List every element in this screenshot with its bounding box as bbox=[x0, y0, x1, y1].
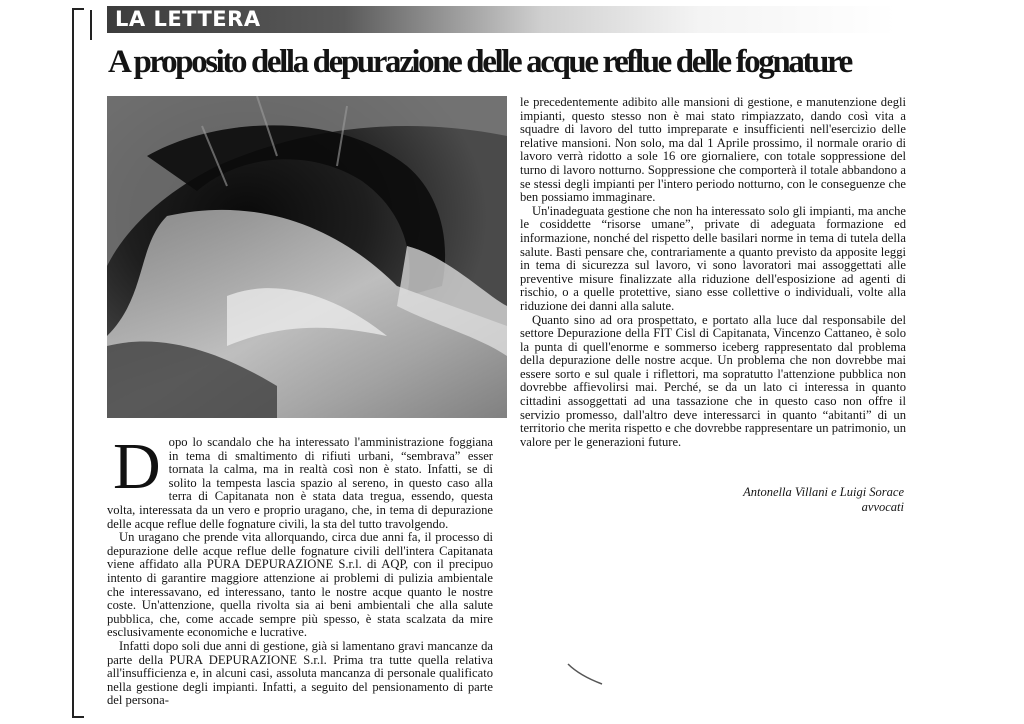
left-column bbox=[107, 430, 493, 708]
article-headline: A proposito della depurazione delle acque reflue delle fognature bbox=[108, 44, 851, 80]
scan-rule bbox=[90, 10, 92, 40]
paragraph: Un uragano che prende vita allorquando, circa due anni fa, il processo di depurazione delle acque reflue delle fognature civili dell'intera Capitanata viene affidato alla PURA DEPURAZIONE S.r.l. di AQP, con il precipuo intento di garantire maggiore attenzione ai problemi di pulizia ambientale che interessavano, ed interessano, tanto le nostre acque quanto le nostre coste. Un'attenzione, quella rivolta sia ai beni ambientali che alla salute pubblica, che, come accade sempre più spesso, è stata scalzata da mire esclusivamente economiche e lucrative. bbox=[107, 530, 493, 640]
paragraph: le precedentemente adibito alle mansioni di gestione, e manutenzione degli impianti, questo stesso non è mai stato rimpiazzato, dando così vita a squadre di lavoro del tutto impreparate e insufficienti nell'esercizio delle relative mansioni. Non solo, ma dal 1 Aprile prossimo, il normale orario di lavoro verrà ridotto a sole 16 ore giornaliere, con totale soppressione del turno di lavoro notturno. Soppressione che comporterà il totale abbandono a se stessi degli impianti per l'intero periodo notturno, con le conseguenze che ben possiamo immaginare. bbox=[520, 95, 906, 205]
paragraph: Infatti dopo soli due anni di gestione, già si lamentano gravi mancanze da parte della PURA DEPURAZIONE S.r.l. Prima tra tutte quella relativa all'insufficienza e, in alcuni casi, assoluta mancanza di personale qualificato nella gestione degli impianti. Infatti, a seguito del pensionamento di parte del persona- bbox=[107, 638, 493, 708]
section-tag-label: LA LETTERA bbox=[115, 7, 261, 31]
paragraph: Un'inadeguata gestione che non ha interessato solo gli impianti, ma anche le cosiddette “risorse umane”, private di adeguata formazione ed informazione, nonché del rispetto delle basilari norme in tema di tutela della salute. Basti pensare che, contrariamente a quanto previsto da apposite leggi in tema di sicurezza sul lavoro, vi sono lavoratori mai assoggettati alle preventive misure finalizzate alla riduzione dell'esposizione ad agenti di rischio, o a quelle protettive, siano esse collettive o individuali, volte alla riduzione dei danni alla salute. bbox=[520, 203, 906, 313]
drop-cap: D bbox=[113, 430, 161, 503]
paragraph: Quanto sino ad ora prospettato, e portato alla luce dal responsabile del settore Depurazione della FIT Cisl di Capitanata, Vincenzo Cattaneo, è solo la punta di quell'enorme e sommerso iceberg rappresentato dal problema della depurazione delle nostre acque. Un problema che non dovrebbe mai essere sorto e sul quale i riflettori, ma sopratutto l'attenzione pubblica non dovrebbe affievolirsi mai. Perché, se da un lato ci interessa in quanto cittadini assoggettati ad una tassazione che in questo caso non offre il servizio promesso, dall'altro deve interessarci in quanto “abitanti” di un territorio che merita rispetto e che dovrebbe rappresentare un patrimonio, un valore per le generazioni future. bbox=[520, 312, 906, 449]
article-photo bbox=[107, 96, 507, 418]
clipping-bracket bbox=[72, 8, 84, 718]
pen-mark bbox=[566, 660, 606, 690]
paragraph-intro: opo lo scandalo che ha interessato l'amministrazione foggiana in tema di smaltimento di rifiuti urbani, “sembrava” esser tornata la calma, ma in realtà così non è stato. Infatti, se di solito la tempesta lascia spazio al sereno, in questo caso alla terra di Capitanata non è stata data tregua, essendo, questa volta, interessata da un vero e proprio uragano, che, in tema di depurazione delle acque reflue delle fognature civili, la sta del tutto travolgendo. bbox=[107, 435, 493, 531]
article-signature bbox=[520, 485, 904, 515]
right-column bbox=[520, 96, 906, 449]
signature-authors: Antonella Villani e Luigi Sorace bbox=[743, 485, 904, 499]
section-tag bbox=[107, 6, 897, 33]
signature-role: avvocati bbox=[861, 500, 904, 514]
